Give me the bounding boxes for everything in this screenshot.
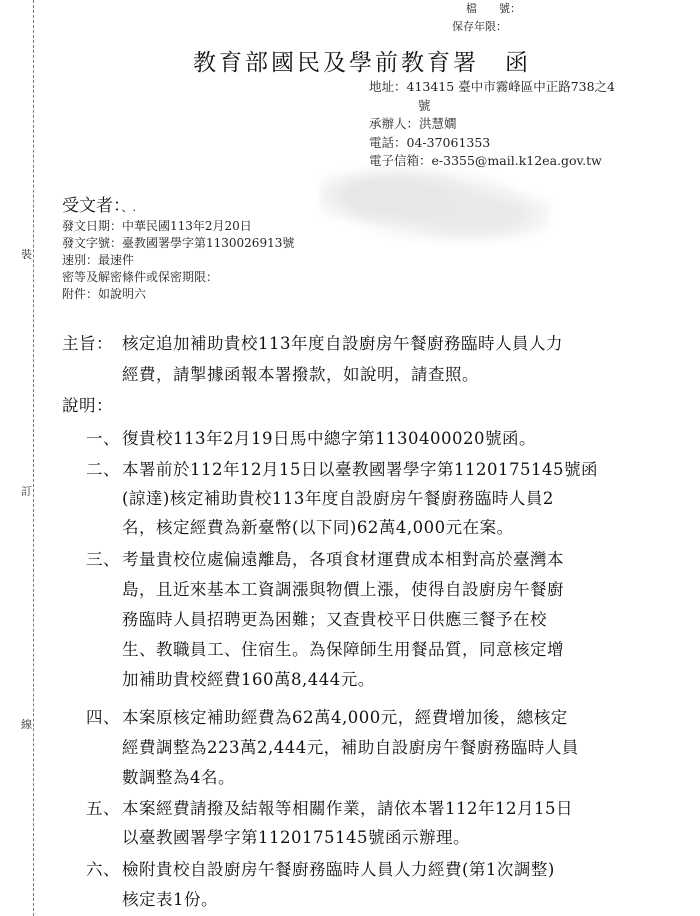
contact-block: [369, 78, 615, 171]
item-line: 加補助貴校經費160萬8,444元。: [122, 670, 375, 689]
item-number: 四、: [86, 708, 120, 727]
item-line: 經費調整為223萬2,444元，補助自設廚房午餐廚務臨時人員: [122, 738, 579, 757]
phone-number: 電話：04-37061353: [369, 134, 491, 150]
item-number: 三、: [86, 550, 120, 569]
subject-label: 主旨：: [62, 334, 113, 353]
item-number: 五、: [86, 799, 120, 818]
recipient-label: 受文者：: [62, 196, 122, 216]
address-line-continued: 號: [418, 97, 431, 113]
document-title: 教育部國民及學前教育署 函: [193, 50, 531, 76]
issue-date: 發文日期：中華民國113年2月20日: [62, 219, 252, 233]
item-line: 本署前於112年12月15日以臺教國署學字第1120175145號函: [122, 460, 598, 479]
binding-line: [33, 0, 34, 916]
item-line: 名，核定經費為新臺幣(以下同)62萬4,000元在案。: [122, 518, 514, 537]
item-line: 復貴校113年2月19日馬中總字第1130400020號函。: [122, 429, 536, 448]
contact-person: 承辦人：洪慧嫺: [369, 116, 457, 131]
recipient-name: 、.: [121, 201, 136, 214]
email-address: 電子信箱：e-3355@mail.k12ea.gov.tw: [369, 153, 602, 168]
document-meta: [62, 218, 294, 303]
security-level: 密等及解密條件或保密期限：: [62, 270, 219, 284]
item-line: 考量貴校位處偏遠離島，各項食材運費成本相對高於臺灣本: [122, 550, 564, 569]
binding-mark-ding: 訂: [21, 485, 32, 498]
explanation-label: 說明：: [62, 396, 113, 415]
item-line: 務臨時人員招聘更為困難；又查貴校平日供應三餐予在校: [122, 610, 547, 629]
address-line: 地址：413415 臺中市霧峰區中正路738之4: [369, 79, 616, 94]
item-line: 生、教職員工、住宿生。為保障師生用餐品質，同意核定增: [122, 640, 564, 659]
item-line: 以臺教國署學字第1120175145號函示辦理。: [122, 828, 470, 847]
document-number: 發文字號：臺教國署學字第1130026913號: [62, 236, 295, 250]
file-number-label: 檔 號：: [466, 2, 521, 15]
item-line: 島，且近來基本工資調漲與物價上漲，使得自設廚房午餐廚: [122, 580, 564, 599]
item-line: 本案原核定補助經費為62萬4,000元，經費增加後，總核定: [122, 708, 568, 727]
item-number: 六、: [86, 860, 120, 879]
binding-mark-zhuang: 裝: [21, 248, 32, 261]
item-line: 數調整為4名。: [122, 768, 235, 787]
subject-line: 核定追加補助貴校113年度自設廚房午餐廚務臨時人員人力: [122, 334, 563, 353]
subject-line: 經費，請掣據函報本署撥款，如說明，請查照。: [122, 365, 479, 384]
delivery-speed: 速別：最速件: [62, 253, 135, 267]
item-number: 一、: [86, 429, 120, 448]
item-line: 檢附貴校自設廚房午餐廚務臨時人員人力經費(第1次調整): [122, 860, 555, 879]
item-line: 核定表1份。: [122, 890, 218, 909]
item-line: (諒達)核定補助貴校113年度自設廚房午餐廚務臨時人員2: [122, 489, 554, 508]
retention-period-label: 保存年限：: [452, 20, 507, 33]
binding-mark-xian: 線: [21, 718, 32, 731]
item-line: 本案經費請撥及結報等相關作業，請依本署112年12月15日: [122, 799, 573, 818]
faded-seal-stamp: [320, 158, 550, 253]
recipient-line: [62, 191, 136, 216]
attachment-note: 附件：如說明六: [62, 287, 147, 301]
item-number: 二、: [86, 460, 120, 479]
